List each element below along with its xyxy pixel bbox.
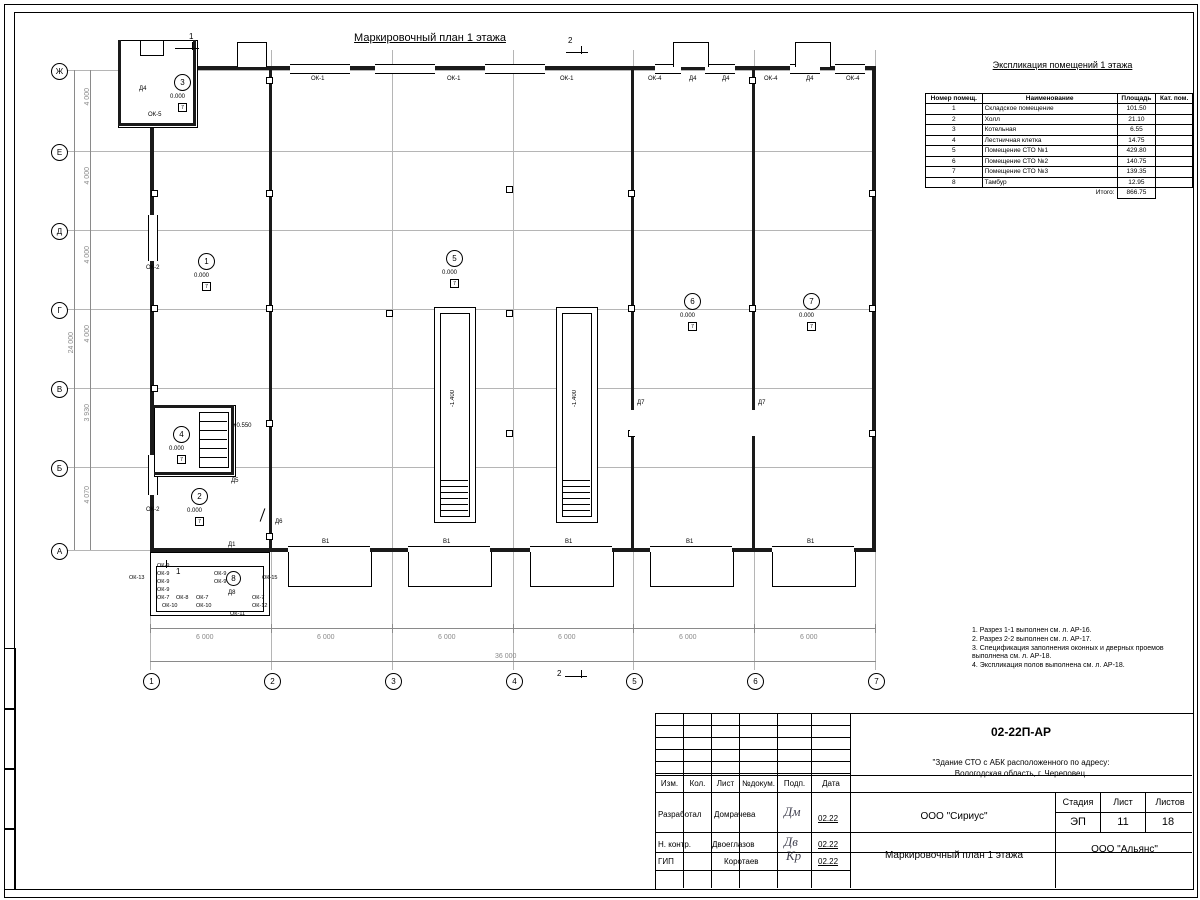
window-label: ОК-10	[162, 603, 178, 609]
section-mark-1-bottom: 1	[176, 567, 181, 576]
total-label: Итого:	[926, 188, 1118, 198]
door-opening-d7-left	[630, 410, 635, 436]
stamp-role-developer: Разработал	[658, 810, 702, 819]
section-line-1-top	[175, 48, 199, 49]
axis-bubble-a: А	[51, 543, 68, 560]
window-label: ОК-9	[157, 587, 170, 593]
pit-stair-step	[440, 498, 468, 499]
dim-v-1: 4 000	[84, 88, 91, 106]
axis-bubble-6: 6	[747, 673, 764, 690]
window-label: ОК-9	[157, 579, 170, 585]
axis-bubble-7: 7	[868, 673, 885, 690]
wall-stairwell-bottom	[154, 472, 234, 475]
gate-apron	[408, 552, 492, 587]
stamp-line	[850, 713, 851, 888]
stamp-line	[655, 832, 1192, 833]
section-mark-1-top: 1	[189, 32, 194, 41]
door-label-d1: Д1	[228, 542, 236, 548]
room-number-8: 8	[226, 571, 241, 586]
dim-h-3: 6 000	[438, 634, 456, 641]
window-label: ОК-9	[157, 571, 170, 577]
table-row	[926, 125, 1193, 135]
table-row	[926, 135, 1193, 145]
window-label-ok2-upper: ОК-2	[146, 265, 160, 271]
cell-name: Котельная	[982, 125, 1117, 135]
dim-tick	[513, 624, 514, 633]
room-level-5: 0.000	[442, 270, 458, 276]
stair-step	[199, 439, 227, 440]
signature-gip: Кр	[786, 848, 802, 863]
window-label: ОК-10	[196, 603, 212, 609]
gate-label-b1: В1	[322, 539, 330, 545]
dim-tick	[875, 624, 876, 633]
stamp-date-gip: 02.22	[818, 857, 839, 866]
entry-porch	[795, 42, 831, 67]
door-label-d4-top: Д4	[689, 76, 697, 82]
stamp-col-ndoc: №докум.	[742, 779, 775, 788]
column	[151, 305, 158, 312]
cell-name: Помещение СТО №1	[982, 146, 1117, 156]
column	[266, 533, 273, 540]
table-total-row	[926, 188, 1193, 198]
room-number-6: 6	[684, 293, 701, 310]
stamp-line-v	[739, 775, 740, 888]
pit-stair-step	[440, 510, 468, 511]
object-name-line1: "Здание СТО с АБК расположенного по адресу:	[932, 758, 1110, 767]
room-number-3: 3	[174, 74, 191, 91]
sheets-label: Листов	[1155, 797, 1185, 807]
cell-area: 6.55	[1117, 125, 1156, 135]
column	[628, 190, 635, 197]
axis-bubble-5: 5	[626, 673, 643, 690]
margin-block-2	[4, 708, 16, 770]
stair-step	[199, 448, 227, 449]
window-label: ОК-15	[262, 575, 278, 581]
door-label-d7-left: Д7	[637, 400, 645, 406]
column	[749, 305, 756, 312]
section-mark-2-bottom: 2	[557, 669, 562, 678]
column	[506, 310, 513, 317]
window-label-ok4: ОК-4	[846, 76, 860, 82]
wall-boiler-right	[193, 40, 196, 126]
cell-category	[1156, 104, 1193, 114]
room-floor-6: 7	[688, 322, 697, 331]
room-floor-1: 7	[202, 282, 211, 291]
company-mid: ООО "Сириус"	[920, 811, 988, 822]
dim-h-1: 6 000	[196, 634, 214, 641]
cell-area: 101.50	[1117, 104, 1156, 114]
dim-v-4: 4 000	[84, 325, 91, 343]
gate-label-b1: В1	[686, 539, 694, 545]
section-line-1-bottom	[166, 566, 190, 567]
notes-block	[972, 627, 1187, 671]
stamp-line-v	[683, 775, 684, 888]
gate-apron	[650, 552, 734, 587]
window-label: ОК-11	[230, 611, 246, 617]
door-label-d5: Д5	[231, 478, 239, 484]
dim-v-total: 24 000	[68, 332, 75, 354]
pit-stair-step	[562, 504, 590, 505]
stamp-name-developer: Домрачева	[714, 810, 756, 819]
apron-centerline	[754, 552, 755, 586]
stamp-date-ncontr: 02.22	[818, 840, 839, 849]
entry-porch	[673, 42, 709, 67]
cell-category	[1156, 167, 1193, 177]
wall-boiler-bottom	[118, 123, 196, 126]
stamp-name-ncontr: Двоеглазов	[712, 840, 755, 849]
door-label-d4-top: Д4	[722, 76, 730, 82]
dim-tick	[754, 624, 755, 633]
cell-area: 21.10	[1117, 114, 1156, 124]
stamp-col-izm: Изм.	[660, 779, 679, 788]
dim-h-4: 6 000	[558, 634, 576, 641]
room-level-4: 0.000	[169, 446, 185, 452]
cell-name: Складское помещение	[982, 104, 1117, 114]
cell-area: 12.95	[1117, 177, 1156, 187]
room-level-1: 0.000	[194, 273, 210, 279]
room-level-6: 0.000	[680, 313, 696, 319]
cell-number: 8	[926, 177, 983, 187]
stamp-line	[655, 792, 1192, 793]
section-arrow-2-bottom	[581, 670, 582, 678]
dim-tick	[150, 624, 151, 633]
stamp-col-podp: Подп.	[783, 779, 806, 788]
axis-bubble-3: 3	[385, 673, 402, 690]
dim-v-6: 4 070	[84, 486, 91, 504]
axis-bubble-d: Д	[51, 223, 68, 240]
gate-label-b1: В1	[443, 539, 451, 545]
pit-level-1: -1.400	[450, 390, 456, 408]
axis-line-v	[392, 50, 393, 670]
axis-bubble-b: Б	[51, 460, 68, 477]
cell-number: 5	[926, 146, 983, 156]
note-item: 1. Разрез 1-1 выполнен см. л. АР-16.	[972, 627, 1092, 634]
explication-title: Экспликация помещений 1 этажа	[992, 60, 1133, 70]
stamp-line-v	[811, 775, 812, 888]
wall-stairwell-right	[231, 405, 234, 475]
room-level-3: 0.000	[170, 94, 186, 100]
cell-number: 1	[926, 104, 983, 114]
cell-category	[1156, 114, 1193, 124]
dim-tick	[392, 624, 393, 633]
explication-header: Площадь	[1117, 94, 1156, 104]
stamp-line-v	[777, 775, 778, 888]
section-line-2-top	[566, 52, 588, 53]
cell-category	[1156, 125, 1193, 135]
margin-block-1	[4, 648, 16, 710]
window-label: ОК-12	[252, 603, 268, 609]
cell-number: 2	[926, 114, 983, 124]
room-number-4: 4	[173, 426, 190, 443]
stamp-role-gip: ГИП	[658, 857, 674, 866]
window-label: ОК-7	[196, 595, 209, 601]
cell-name: Помещение СТО №3	[982, 167, 1117, 177]
column	[266, 420, 273, 427]
pit-level-2: -1.400	[572, 390, 578, 408]
pit-stair-step	[440, 492, 468, 493]
table-row	[926, 167, 1193, 177]
window-label: ОК-7	[252, 595, 265, 601]
revision-grid	[655, 713, 850, 775]
axis-bubble-zh: Ж	[51, 63, 68, 80]
total-value: 866.75	[1117, 188, 1156, 198]
pit-stair-step	[562, 510, 590, 511]
column	[151, 385, 158, 392]
dim-line-vertical	[90, 70, 91, 550]
door-label-d4-top: Д4	[806, 76, 814, 82]
window-label-ok5: ОК-5	[148, 112, 162, 118]
cell-name: Тамбур	[982, 177, 1117, 187]
window-label: ОК-9	[214, 579, 227, 585]
plan-title: Маркировочный план 1 этажа	[354, 32, 506, 44]
dim-tick	[633, 624, 634, 633]
total-cat	[1156, 188, 1193, 198]
cell-area: 429.80	[1117, 146, 1156, 156]
cell-category	[1156, 177, 1193, 187]
room-floor-2: 7	[195, 517, 204, 526]
cell-area: 140.75	[1117, 156, 1156, 166]
cell-number: 3	[926, 125, 983, 135]
axis-line-v	[513, 50, 514, 670]
section-mark-2-top: 2	[568, 36, 573, 45]
dim-h-2: 6 000	[317, 634, 335, 641]
column	[151, 190, 158, 197]
dim-line-horizontal-outer	[150, 661, 876, 662]
margin-block-4	[4, 828, 16, 890]
dim-h-total: 36 000	[495, 653, 517, 660]
gate-apron	[530, 552, 614, 587]
room-floor-5: 7	[450, 279, 459, 288]
table-row	[926, 114, 1193, 124]
stamp-line	[655, 870, 850, 871]
gate-apron	[288, 552, 372, 587]
dim-h-5: 6 000	[679, 634, 697, 641]
column	[506, 186, 513, 193]
sheets-value: 18	[1161, 816, 1175, 828]
stamp-role-ncontr: Н. контр.	[658, 840, 692, 849]
dim-h-6: 6 000	[800, 634, 818, 641]
cell-category	[1156, 135, 1193, 145]
table-row	[926, 177, 1193, 187]
window-label-ok4: ОК-4	[648, 76, 662, 82]
signature-developer: Дм	[784, 804, 801, 819]
entry-porch	[237, 42, 267, 67]
cell-number: 6	[926, 156, 983, 166]
stamp-line-v	[711, 775, 712, 888]
column	[628, 305, 635, 312]
company-right: ООО "Альянс"	[1091, 844, 1158, 855]
stage-value: ЭП	[1070, 816, 1086, 828]
explication-header: Номер помещ.	[926, 94, 983, 104]
explication-header: Кат. пом.	[1156, 94, 1193, 104]
window-opening-left	[148, 215, 158, 261]
room-number-2: 2	[191, 488, 208, 505]
wall-stairwell-top	[154, 405, 234, 408]
column	[266, 77, 273, 84]
pit-stair-step	[562, 492, 590, 493]
drawing-name: Маркировочный план 1 этажа	[884, 850, 1024, 861]
dim-v-5: 3 930	[84, 404, 91, 422]
cell-name: Лестничная клетка	[982, 135, 1117, 145]
table-row	[926, 146, 1193, 156]
stair-step	[199, 421, 227, 422]
room-number-7: 7	[803, 293, 820, 310]
cell-number: 7	[926, 167, 983, 177]
dim-v-2: 4 000	[84, 167, 91, 185]
wall-boiler-left	[118, 40, 121, 126]
window-label: ОК-9	[214, 571, 227, 577]
stair-level-label: +0.550	[233, 423, 252, 429]
stair-step	[199, 430, 227, 431]
stamp-col-data: Дата	[822, 779, 840, 788]
stair-step	[199, 457, 227, 458]
column	[266, 305, 273, 312]
axis-bubble-e: Е	[51, 144, 68, 161]
section-line-2-bottom	[565, 676, 587, 677]
stamp-name-gip: Коротаев	[724, 857, 759, 866]
gate-label-b1: В1	[807, 539, 815, 545]
window-label: ОК-13	[129, 575, 145, 581]
cell-name: Холл	[982, 114, 1117, 124]
dim-line-vertical-outer	[74, 70, 75, 550]
pit-stair-step	[440, 486, 468, 487]
explication-header: Наименование	[982, 94, 1117, 104]
window-label-ok2-lower: ОК-2	[146, 507, 160, 513]
window-label-ok1: ОК-1	[447, 76, 461, 82]
window-opening	[835, 64, 865, 74]
window-opening	[705, 64, 735, 74]
drawing-code: 02-22П-АР	[991, 725, 1051, 739]
signature-ncontr: Дв	[784, 834, 798, 849]
stamp-col-kol: Кол.	[689, 779, 706, 788]
cell-area: 139.35	[1117, 167, 1156, 177]
window-label-ok4: ОК-4	[764, 76, 778, 82]
window-opening	[485, 64, 545, 74]
sheet-label: Лист	[1113, 797, 1133, 807]
axis-bubble-2: 2	[264, 673, 281, 690]
column	[869, 430, 876, 437]
window-opening	[375, 64, 435, 74]
room-floor-4: 7	[177, 455, 186, 464]
stage-label: Стадия	[1062, 797, 1094, 807]
cell-number: 4	[926, 135, 983, 145]
window-label: ОК-7	[157, 595, 170, 601]
table-row	[926, 156, 1193, 166]
pit-stair-step	[440, 504, 468, 505]
stamp-col-list: Лист	[716, 779, 735, 788]
section-arrow-2-top	[581, 46, 582, 54]
room-floor-3: 7	[178, 103, 187, 112]
axis-bubble-v: В	[51, 381, 68, 398]
column	[386, 310, 393, 317]
pit-stair-step	[562, 486, 590, 487]
gate-label-b1: В1	[565, 539, 573, 545]
window-label: ОК-8	[176, 595, 189, 601]
dim-v-3: 4 000	[84, 246, 91, 264]
column	[506, 430, 513, 437]
pit-stair-step	[562, 498, 590, 499]
room-level-7: 0.000	[799, 313, 815, 319]
cell-category	[1156, 146, 1193, 156]
axis-bubble-1: 1	[143, 673, 160, 690]
door-label-d4-left: Д4	[139, 86, 147, 92]
door-opening-d7-right	[751, 410, 756, 436]
column	[749, 77, 756, 84]
section-arrow-1-top	[192, 42, 193, 50]
door-label-d8: Д8	[228, 590, 236, 596]
axis-bubble-g: Г	[51, 302, 68, 319]
table-row	[926, 104, 1193, 114]
cell-name: Помещение СТО №2	[982, 156, 1117, 166]
room-level-2: 0.000	[187, 508, 203, 514]
gate-apron	[772, 552, 856, 587]
window-opening	[290, 64, 350, 74]
explication-table	[925, 93, 1193, 199]
margin-block-3	[4, 768, 16, 830]
stamp-date-developer: 02.22	[818, 814, 839, 823]
dim-tick	[271, 624, 272, 633]
object-name-line2: Вологодская область, г. Череповец.	[954, 769, 1088, 778]
note-item: 3. Спецификация заполнения оконных и дверных проемов выполнена см. л. АР-18.	[972, 644, 1164, 661]
axis-bubble-4: 4	[506, 673, 523, 690]
door-label-d7-right: Д7	[758, 400, 766, 406]
stamp-line-h2	[1055, 812, 1192, 813]
sheet-value: 11	[1117, 816, 1129, 828]
window-label-ok1: ОК-1	[560, 76, 574, 82]
room-number-5: 5	[446, 250, 463, 267]
cell-area: 14.75	[1117, 135, 1156, 145]
column	[266, 190, 273, 197]
note-item: 4. Экспликация полов выполнена см. л. АР-18.	[972, 662, 1125, 669]
door-label-d6: Д6	[275, 519, 283, 525]
cell-category	[1156, 156, 1193, 166]
room-number-1: 1	[198, 253, 215, 270]
boiler-door-d4	[140, 40, 164, 56]
window-label-ok1: ОК-1	[311, 76, 325, 82]
column	[869, 305, 876, 312]
column	[869, 190, 876, 197]
note-item: 2. Разрез 2-2 выполнен см. л. АР-17.	[972, 635, 1092, 643]
window-label: ОК-9	[157, 563, 170, 569]
room-floor-7: 7	[807, 322, 816, 331]
